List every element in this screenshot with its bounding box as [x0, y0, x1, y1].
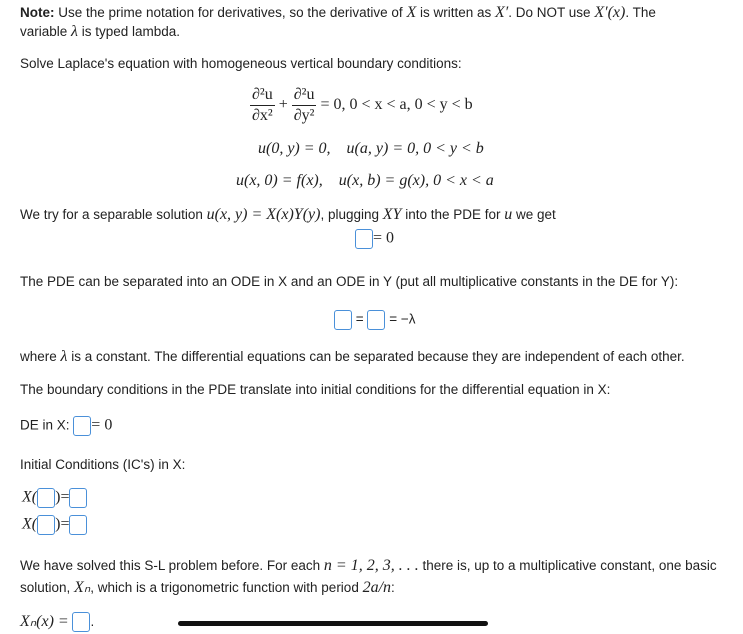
- denominator: ∂y²: [293, 107, 315, 124]
- sl-text: there is, up to a multiplicative constant, one basic: [418, 558, 717, 573]
- math-var: u: [504, 206, 513, 223]
- ic-x-open: X(: [22, 488, 38, 506]
- sl-text: solution,: [20, 580, 75, 595]
- math-var: Xₙ: [74, 579, 91, 596]
- note-text: Use the prime notation for derivatives, so the derivative of: [54, 5, 407, 20]
- answer-box-x-part[interactable]: [334, 310, 352, 330]
- ic-row-2: [22, 515, 87, 535]
- equals-sign: =: [355, 311, 364, 327]
- n-list: n = 1, 2, 3, . . .: [323, 557, 419, 574]
- intro-text: Solve Laplace's equation with homogeneous vertical boundary conditions:: [20, 56, 462, 71]
- sl-line-2: [20, 577, 395, 597]
- where-text: is a constant. The differential equations can be separated because they are independent of each other.: [67, 349, 685, 364]
- answer-box-pde-plugged[interactable]: [355, 229, 373, 249]
- note-text: is written as: [416, 5, 495, 20]
- ic-row-1: [22, 488, 87, 508]
- separable-line: [20, 206, 556, 224]
- ic-close-paren: ): [55, 515, 61, 533]
- sl-text: We have solved this S-L problem before. For each: [20, 558, 324, 573]
- de-in-x-row: [20, 416, 112, 436]
- separable-formula: u(x, y) = X(x)Y(y): [206, 206, 321, 223]
- answer-box-ic2-arg[interactable]: [37, 515, 55, 535]
- pde-rhs: = 0, 0 < x < a, 0 < y < b: [320, 96, 473, 114]
- separable-text: we get: [512, 207, 556, 222]
- math-var: λ: [60, 348, 68, 365]
- xn-row: [20, 611, 94, 632]
- boundary-conditions-2: u(x, 0) = f(x), u(x, b) = g(x), 0 < x < a: [236, 172, 494, 189]
- answer-box-de-x[interactable]: [73, 416, 91, 436]
- separated-equation: [334, 310, 415, 330]
- note-text: is typed lambda.: [77, 24, 181, 39]
- sl-text: :: [391, 580, 395, 595]
- math-var: XY: [382, 206, 402, 223]
- equals-sign: =: [60, 515, 70, 533]
- separable-text: , plugging: [320, 207, 383, 222]
- equals-sign: =: [60, 488, 70, 506]
- where-text: where: [20, 349, 61, 364]
- numerator: ∂²u: [250, 86, 275, 106]
- note-text: variable: [20, 24, 72, 39]
- note-text: . Do NOT use: [508, 5, 595, 20]
- plus-sign: +: [278, 96, 288, 114]
- numerator: ∂²u: [292, 86, 317, 106]
- equals-zero: = 0: [91, 416, 113, 434]
- scroll-indicator-bar[interactable]: [178, 621, 488, 626]
- math-var: X: [406, 4, 417, 21]
- separable-text: into the PDE for: [401, 207, 505, 222]
- plugged-equation: [355, 229, 394, 249]
- ic-close-paren: ): [55, 488, 61, 506]
- where-line: [20, 348, 685, 366]
- separate-intro: The PDE can be separated into an ODE in X and an ODE in Y (put all multiplicative constants in the DE for Y):: [20, 274, 679, 289]
- note-label: Note:: [20, 5, 55, 20]
- separable-text: We try for a separable solution: [20, 207, 207, 222]
- note-line-2: [20, 23, 180, 41]
- boundary-conditions-1: u(0, y) = 0, u(a, y) = 0, 0 < y < b: [258, 140, 484, 157]
- pde-equation: [250, 86, 473, 125]
- math-var: X′: [495, 4, 509, 21]
- note-line-1: [20, 4, 656, 22]
- sl-text: , which is a trigonometric function with period: [90, 580, 363, 595]
- math-var: λ: [71, 23, 78, 40]
- answer-box-xn[interactable]: [72, 612, 90, 632]
- ic-label: Initial Conditions (IC's) in X:: [20, 457, 186, 472]
- period-expr: 2a/n: [362, 579, 392, 596]
- de-in-x-label: DE in X:: [20, 417, 70, 433]
- answer-box-ic2-value[interactable]: [69, 515, 87, 535]
- note-text: . The: [625, 5, 656, 20]
- answer-box-y-part[interactable]: [367, 310, 385, 330]
- denominator: ∂x²: [252, 107, 273, 124]
- math-var: X′(x): [594, 4, 626, 21]
- xn-label: Xₙ(x) =: [20, 613, 69, 630]
- answer-box-ic1-value[interactable]: [69, 488, 87, 508]
- equals-zero: = 0: [373, 229, 395, 247]
- answer-box-ic1-arg[interactable]: [37, 488, 55, 508]
- equals-neg-lambda: = −λ: [389, 311, 416, 327]
- fraction-y: [292, 86, 317, 125]
- fraction-x: [250, 86, 275, 125]
- bc-intro: The boundary conditions in the PDE translate into initial conditions for the differential equation in X:: [20, 382, 611, 397]
- sl-line-1: [20, 557, 717, 575]
- ic-x-open: X(: [22, 515, 38, 533]
- xn-period: .: [90, 614, 95, 629]
